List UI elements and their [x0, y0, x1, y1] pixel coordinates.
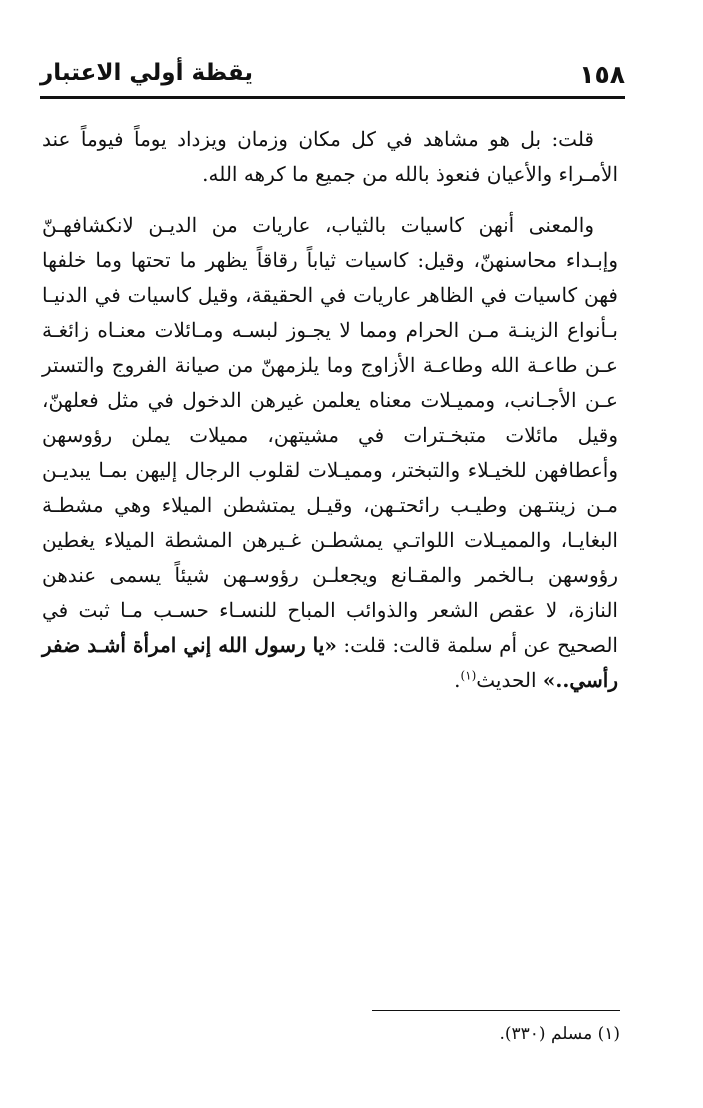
- header-rule: [40, 96, 625, 99]
- paragraph-2: [42, 208, 618, 698]
- footnote-marker: (١): [460, 668, 477, 683]
- paragraph-1: قلت: بل هو مشاهد في كل مكان وزمان ويزداد يوماً فيوماً عند الأمـراء والأعيان فنعوذ بالله من جميع ما كرهه الله.: [42, 127, 618, 186]
- page-header: [40, 58, 625, 96]
- hadith-quote: «يا رسول الله إني امرأة أشـد ضفر رأسي..»: [42, 633, 618, 692]
- paragraph-2-tail: الحديث: [476, 668, 543, 692]
- paragraph-2-text: والمعنى أنهن كاسيات بالثياب، عاريات من الديـن لانكشافهـنّ وإبـداء محاسنهنّ، وقيل: كاسيات ثياباً رقاقاً يظهر ما تحتها وما خلفها فهن كاسيات في الظاهر عاريات في الحقيقة، وقيل كاسيات في الدنيـا بـأنواع الزينـة مـن الحرام ومما لا يجـوز لبسـه ومـائلات معنـاه زائغـة عـن طاعـة الله وطاعـة الأزاوج وما يلزمهنّ من صيانة الفروج والتستر عـن الأجـانب، ومميـلات معناه يعلمن غيرهن الدخول في مثل فعلهنّ، وقيل مائلات متبخـترات في مشيتهن، مميلات يملن رؤوسهن وأعطافهن للخيـلاء والتبختر، ومميـلات لقلوب الرجال إليهن بمـا يبديـن مـن زينتـهن وطيـب رائحتـهن، وقيـل يمتشطن الميلاء وهي مشطـة البغايـا، والمميـلات اللواتـي يمشطـن غـيرهن المشطة الميلاء يغطين رؤوسهن بـالخمر والمقـانع ويجعلـن رؤوسـهن شيئاً يسمى عندهن النازة، لا عقص الشعر والذوائب المباح للنسـاء حسـب مـا ثبت في الصحيح عن أم سلمة قالت: قلت:: [42, 213, 618, 657]
- footnote-rule: [372, 1010, 620, 1011]
- footnote-1: (١) مسلم (٣٣٠).: [499, 1024, 620, 1044]
- running-title: يقظة أولي الاعتبار: [40, 60, 254, 86]
- main-text: [42, 122, 618, 698]
- paragraph-2-end: .: [454, 668, 461, 692]
- page-number: ١٥٨: [579, 60, 625, 89]
